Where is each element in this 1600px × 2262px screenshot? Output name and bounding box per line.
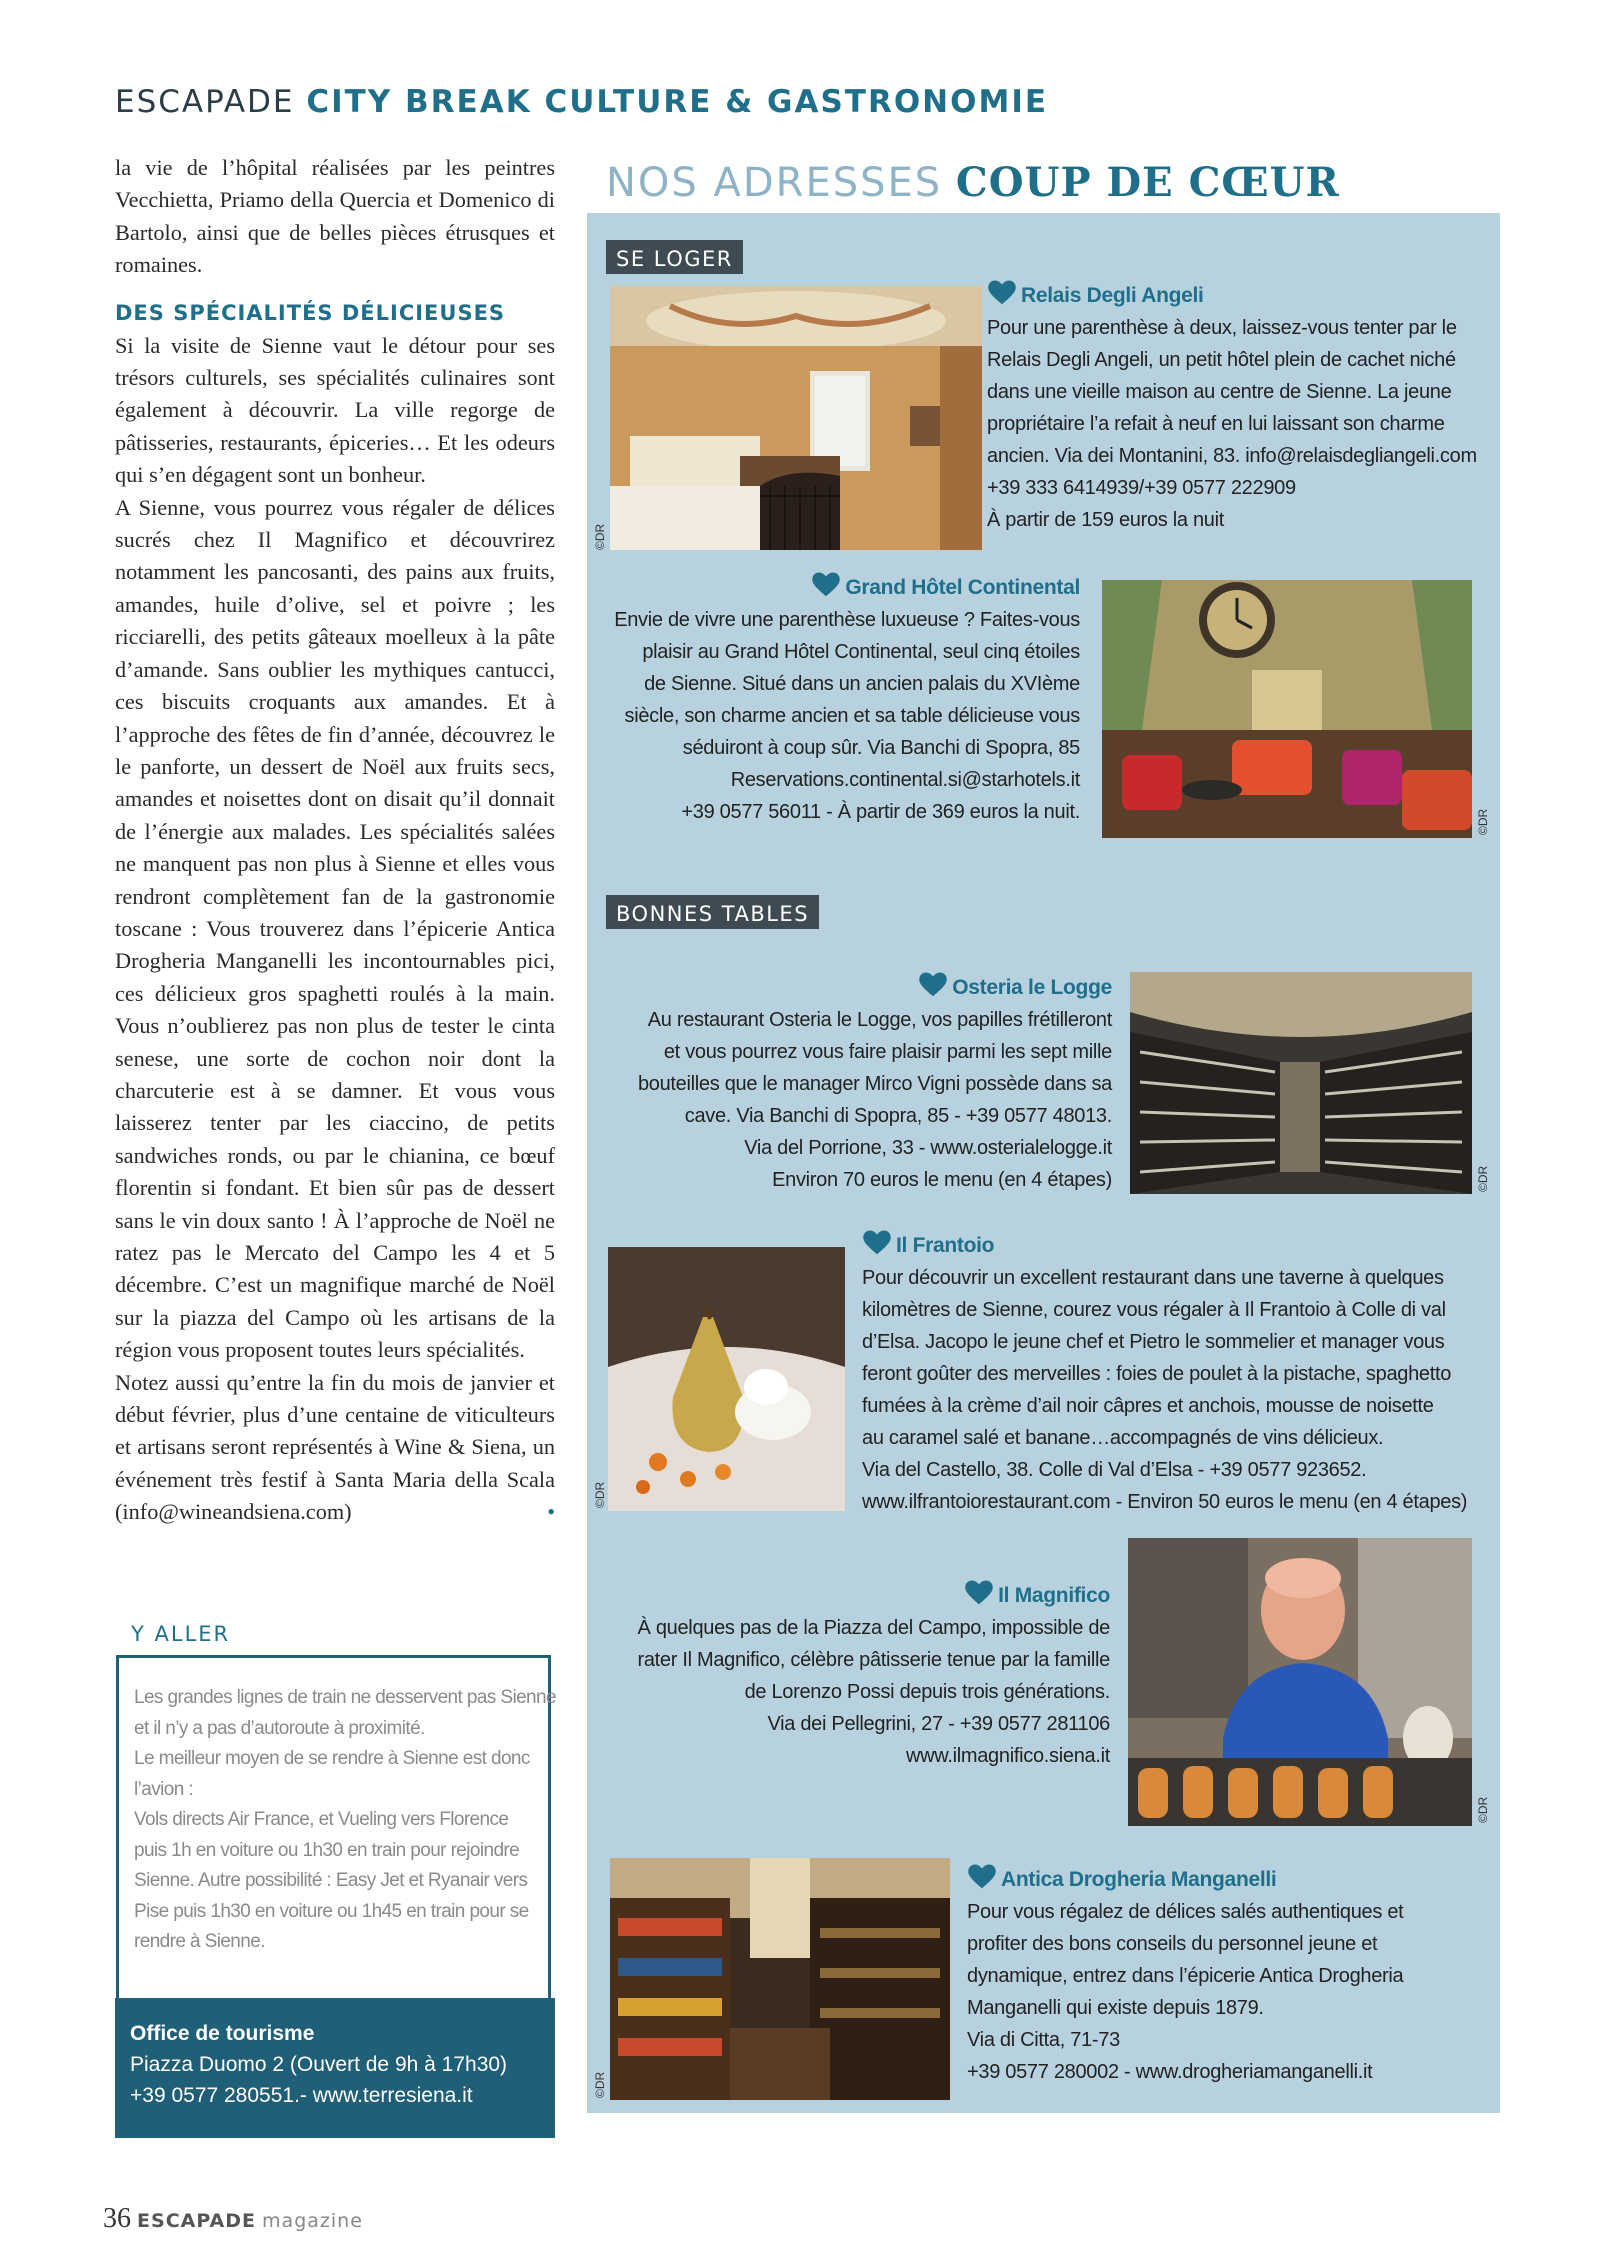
entry-frantoio-line: d’Elsa. Jacopo le jeune chef et Pietro le sommelier et manager vous [862,1331,1445,1353]
entry-magnifico-line: www.ilmagnifico.siena.it [906,1745,1110,1767]
entry-frantoio-line: www.ilfrantoiorestaurant.com - Environ 50 euros le menu (en 4 étapes) [862,1491,1468,1513]
entry-relais-line: Pour une parenthèse à deux, laissez-vous tenter par le [987,317,1457,339]
entry-relais-line: propriétaire l’a refait à neuf en lui laissant son charme [987,413,1445,435]
entry-continental-name-row [595,570,1080,604]
photo-manganelli-shop-image [610,1858,950,2100]
photo-relais-bedroom [610,286,982,550]
article-paragraph-1: Si la visite de Sienne vaut le détour pour ses trésors culturels, ses spécialités culinaires sont également à découvrir. La ville regorge de pâtisseries, restaurants, épiceries… Et les odeurs qui s’en dégagent sont un bonheur. [115,332,555,488]
header-highlight: CITY BREAK CULTURE & GASTRONOMIE [306,84,1049,120]
heart-icon [967,1862,997,1892]
heart-icon [811,570,841,600]
entry-continental-name: Grand Hôtel Continental [845,576,1080,599]
y-aller-line: l’avion : [134,1778,194,1800]
entry-logge-line: Au restaurant Osteria le Logge, vos papilles frétilleront [647,1009,1112,1031]
entry-manganelli-line: Manganelli qui existe depuis 1879. [967,1997,1264,2019]
photo-logge-cellar [1130,972,1472,1194]
photo-relais-bedroom-image [610,286,982,550]
entry-manganelli [967,1862,1482,2088]
entry-frantoio-line: au caramel salé et banane…accompagnés de vins délicieux. [862,1427,1384,1449]
entry-relais-name-row [987,278,1487,312]
photo-manganelli-shop [610,1858,950,2100]
y-aller-line: Pise puis 1h30 en voiture ou 1h45 en train pour se [134,1900,529,1922]
header-prefix: ESCAPADE [115,84,295,120]
y-aller-box [116,1655,556,2010]
office-address: Piazza Duomo 2 (Ouvert de 9h à 17h30) [130,2053,508,2076]
panel-title [606,160,1340,206]
photo-credit: ©DR [593,1481,607,1508]
entry-logge-line: Via del Porrione, 33 - www.osterialelogge.it [744,1137,1112,1159]
entry-manganelli-name: Antica Drogheria Manganelli [1001,1868,1277,1891]
office-contact: +39 0577 280551.- www.terresiena.it [130,2084,473,2107]
y-aller-line: rendre à Sienne. [134,1931,265,1952]
panel-title-bold: COUP DE CŒUR [955,159,1340,206]
entry-relais-name: Relais Degli Angeli [1021,284,1204,307]
entry-relais-line: dans une vieille maison au centre de Sienne. La jeune [987,381,1452,403]
y-aller-line: puis 1h en voiture ou 1h30 en train pour rejoindre [134,1839,520,1861]
photo-credit: ©DR [1476,1796,1490,1823]
y-aller-line: et il n’y a pas d’autoroute à proximité. [134,1717,425,1739]
photo-credit: ©DR [1476,1165,1490,1192]
entry-manganelli-line: Pour vous régalez de délices salés authentiques et [967,1901,1404,1923]
entry-logge-line: bouteilles que le manager Mirco Vigni possède dans sa [637,1073,1112,1095]
article-heading: DES SPÉCIALITÉS DÉLICIEUSES [115,300,506,325]
y-aller-line: Sienne. Autre possibilité : Easy Jet et Ryanair vers [134,1870,528,1891]
entry-frantoio-line: kilomètres de Sienne, courez vous régaler à Il Frantoio à Colle di val [862,1299,1446,1321]
photo-continental-lounge-image [1102,580,1472,838]
entry-relais-line: À partir de 159 euros la nuit [987,509,1225,531]
entry-frantoio-name-row [862,1228,1487,1262]
office-title: Office de tourisme [130,2022,315,2045]
entry-manganelli-line: Via di Citta, 71-73 [967,2029,1120,2051]
page-footer [103,2203,363,2235]
entry-logge-line: cave. Via Banchi di Spopra, 85 - +39 0577 48013. [684,1105,1112,1127]
footer-brand: ESCAPADE [137,2210,256,2232]
entry-continental-line: de Sienne. Situé dans un ancien palais du XVIème [644,673,1080,695]
entry-continental-line: séduiront à coup sûr. Via Banchi di Spopra, 85 [682,737,1080,759]
entry-magnifico-name: Il Magnifico [998,1584,1110,1607]
photo-credit: ©DR [593,2071,607,2098]
end-mark: • [547,1499,555,1525]
entry-magnifico [590,1578,1110,1772]
footer-magazine: magazine [262,2210,363,2232]
article-intro: la vie de l’hôpital réalisées par les peintres Vecchietta, Priamo della Quercia et Domenico di Bartolo, ainsi que de belles pièces étrusques et romaines. [115,155,555,278]
photo-magnifico-baker-image [1128,1538,1472,1826]
y-aller-line: Les grandes lignes de train ne desservent pas Sienne [134,1687,556,1708]
photo-credit: ©DR [1476,808,1490,835]
entry-logge-name: Osteria le Logge [952,976,1112,999]
y-aller-title: Y ALLER [131,1622,231,1646]
tag-se-loger: SE LOGER [606,240,743,274]
entry-manganelli-name-row [967,1862,1482,1896]
entry-relais [987,278,1487,536]
office-tourisme-box [115,1998,555,2138]
entry-frantoio-line: Via del Castello, 38. Colle di Val d’Elsa - +39 0577 923652. [862,1459,1367,1481]
entry-logge [620,970,1112,1196]
entry-relais-line: ancien. Via dei Montanini, 83. info@relaisdegliangeli.com [987,445,1477,467]
entry-frantoio [862,1228,1487,1518]
article-paragraph-2: A Sienne, vous pourrez vous régaler de délices sucrés chez Il Magnifico et découvrirez notamment les pancosanti, des pains aux fruits, amandes, huile d’olive, sel et poivre ; les ricciarelli, des petits gâteaux moelleux à la pâte d’amande. Sans oublier les mythiques cantucci, ces biscuits croquants aux amandes. Et à l’approche des fêtes de fin d’année, découvrez le le panforte, un dessert de Noël aux fruits secs, amandes et noisettes dont on disait qu’il donnait de l’énergie aux malades. Les spécialités salées ne manquent pas non plus à Sienne et elles vous rendront complètement fan de la gastronomie toscane : Vous trouverez dans l’épicerie Antica Drogheria Manganelli les incontournables pici, ces délicieux gros spaghetti roulés à la main. Vous n’oublierez pas non plus de tester le cinta senese, une sorte de cochon noir dont la charcuterie est à se damner. Et vous vous laisserez tenter par les ciaccino, de petits sandwiches ronds, ou par le chianina, ce bœuf florentin si fondant. Et bien sûr pas de dessert sans le vin doux santo ! À l’approche de Noël ne ratez pas le Mercato del Campo les 4 et 5 décembre. C’est un magnifique marché de Noël sur la piazza del Campo où les artisans de la région vous proposent toutes leurs spécialités. [115,494,555,1363]
entry-manganelli-line: +39 0577 280002 - www.drogheriamanganelli.it [967,2061,1373,2083]
photo-magnifico-baker [1128,1538,1472,1826]
page-number: 36 [103,2203,131,2234]
photo-credit: ©DR [593,523,607,550]
heart-icon [964,1578,994,1608]
y-aller-line: Vols directs Air France, et Vueling vers Florence [134,1809,509,1830]
heart-icon [918,970,948,1000]
entry-logge-name-row [620,970,1112,1004]
entry-frantoio-line: feront goûter des merveilles : foies de poulet à la pistache, spaghetto [862,1363,1452,1385]
photo-frantoio-dessert [608,1247,845,1511]
entry-continental-line: +39 0577 56011 - À partir de 369 euros la nuit. [681,801,1080,823]
entry-continental-line: Reservations.continental.si@starhotels.it [730,769,1080,791]
photo-logge-cellar-image [1130,972,1472,1194]
entry-continental [595,570,1080,828]
entry-continental-line: siècle, son charme ancien et sa table délicieuse vous [624,705,1080,727]
y-aller-line: Le meilleur moyen de se rendre à Sienne est donc [134,1748,530,1769]
article-paragraph-3 [115,1367,555,1529]
entry-magnifico-line: À quelques pas de la Piazza del Campo, impossible de [637,1617,1110,1639]
entry-frantoio-line: fumées à la crème d’ail noir câpres et anchois, mousse de noisette [862,1395,1434,1417]
entry-logge-line: et vous pourrez vous faire plaisir parmi les sept mille [663,1041,1112,1063]
heart-icon [862,1228,892,1258]
photo-frantoio-dessert-image [608,1247,845,1511]
tag-bonnes-tables: BONNES TABLES [606,895,819,929]
entry-frantoio-name: Il Frantoio [896,1234,995,1257]
entry-logge-line: Environ 70 euros le menu (en 4 étapes) [772,1169,1112,1191]
article-column [115,152,555,1529]
article-paragraph-3-text: Notez aussi qu’entre la fin du mois de janvier et début février, plus d’une centaine de viticulteurs et artisans seront représentés à Wine & Siena, un événement très festif à Santa Maria della Scala (info@wineandsiena.com) [115,1369,555,1525]
entry-magnifico-line: de Lorenzo Possi depuis trois générations. [744,1681,1110,1703]
page-header [115,84,1048,120]
entry-magnifico-line: Via dei Pellegrini, 27 - +39 0577 281106 [767,1713,1110,1735]
entry-continental-line: plaisir au Grand Hôtel Continental, seul cinq étoiles [642,641,1080,663]
photo-continental-lounge [1102,580,1472,838]
entry-relais-line: Relais Degli Angeli, un petit hôtel plein de cachet niché [987,349,1456,371]
entry-manganelli-line: dynamique, entrez dans l’épicerie Antica Drogheria [967,1965,1404,1987]
entry-magnifico-name-row [590,1578,1110,1612]
entry-manganelli-line: profiter des bons conseils du personnel jeune et [967,1933,1378,1955]
heart-icon [987,278,1017,308]
entry-magnifico-line: rater Il Magnifico, célèbre pâtisserie tenue par la famille [637,1649,1110,1671]
panel-title-light: NOS ADRESSES [606,160,943,206]
entry-relais-line: +39 333 6414939/+39 0577 222909 [987,477,1296,499]
entry-continental-line: Envie de vivre une parenthèse luxueuse ? Faites-vous [614,609,1080,631]
entry-frantoio-line: Pour découvrir un excellent restaurant dans une taverne à quelques [862,1267,1444,1289]
